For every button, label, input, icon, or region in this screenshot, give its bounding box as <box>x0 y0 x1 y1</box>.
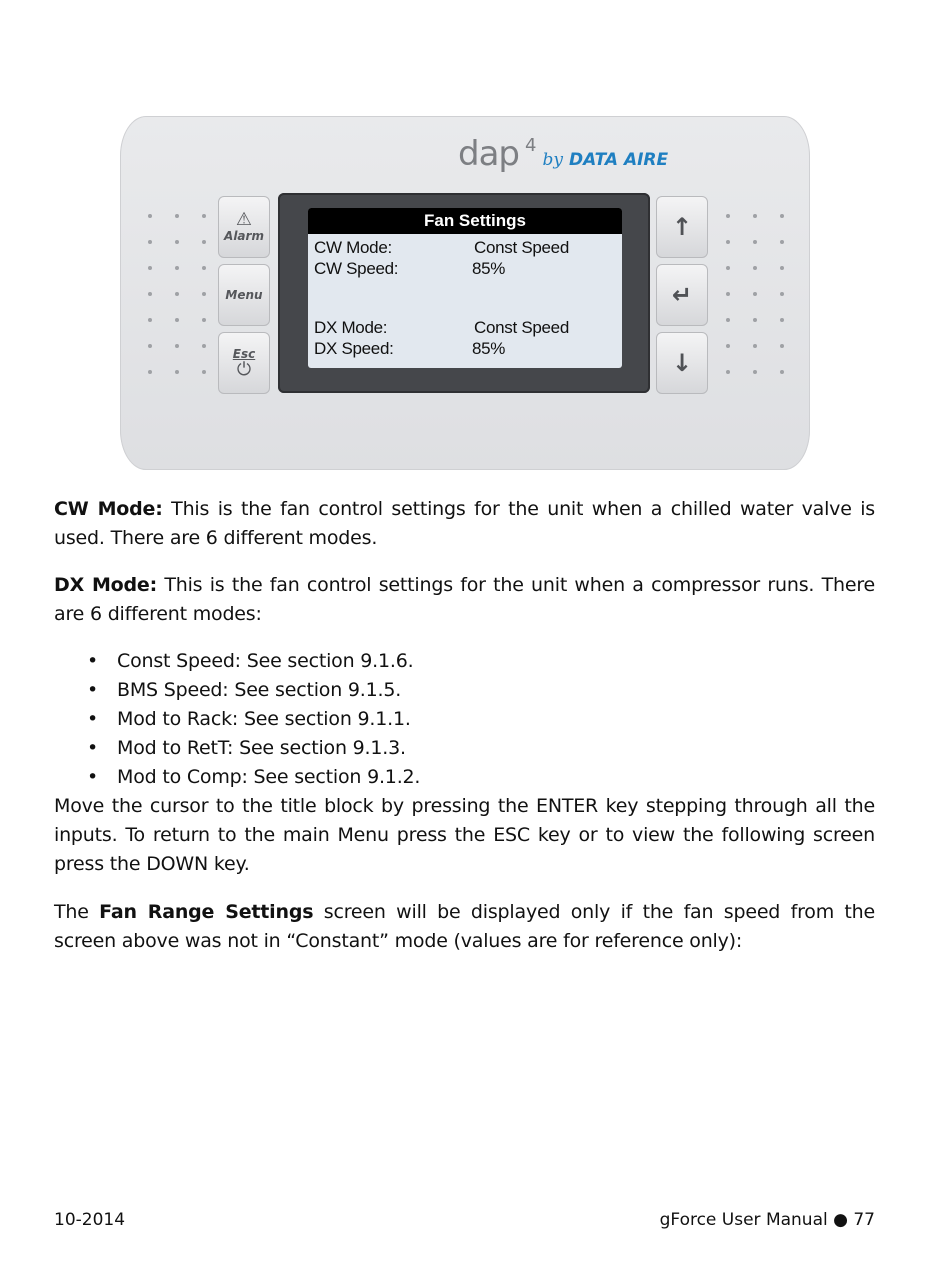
speaker-dot <box>175 370 179 374</box>
brand-by: by <box>542 150 563 170</box>
speaker-dot <box>202 214 206 218</box>
cursor-instructions-paragraph: Move the cursor to the title block by pressing the ENTER key stepping through all the inputs. To return to the main Menu press the ESC key or to view the following screen press the DOWN key. <box>54 795 875 875</box>
cw-mode-paragraph <box>54 495 875 553</box>
speaker-dot <box>753 214 757 218</box>
brand-logo <box>458 134 668 174</box>
fan-range-paragraph: The Fan Range Settings screen will be displayed only if the fan speed from the screen above was not in “Constant” mode (values are for reference only): <box>54 901 876 952</box>
enter-arrow-icon: ↵ <box>671 281 693 309</box>
cw-speed-value[interactable]: 85% <box>472 259 506 278</box>
speaker-dot <box>148 240 152 244</box>
cw-speed-label: CW Speed: <box>314 259 399 278</box>
speaker-dot <box>148 292 152 296</box>
down-button[interactable] <box>656 332 708 394</box>
cw-mode-description: This is the fan control settings for the unit when a chilled water valve is used. There are 6 different modes. <box>54 498 876 549</box>
speaker-dot <box>753 292 757 296</box>
dx-mode-term: DX Mode: <box>54 574 157 596</box>
arrow-down-icon: ↓ <box>671 349 693 377</box>
speaker-dot <box>780 292 784 296</box>
alarm-label: Alarm <box>224 229 264 243</box>
speaker-dot <box>780 266 784 270</box>
speaker-dot <box>753 318 757 322</box>
speaker-dot <box>726 266 730 270</box>
speaker-dot <box>148 370 152 374</box>
speaker-dot <box>202 292 206 296</box>
speaker-dot <box>202 240 206 244</box>
speaker-dot <box>148 214 152 218</box>
power-icon: ⏻ <box>236 359 252 380</box>
left-key-column <box>218 196 270 394</box>
cw-mode-label: CW Mode: <box>314 238 392 257</box>
dx-speed-label: DX Speed: <box>314 339 394 358</box>
dx-speed-value[interactable]: 85% <box>472 339 506 358</box>
dx-speed-row <box>314 339 505 359</box>
speaker-dot <box>148 318 152 322</box>
footer-page-info: gForce User Manual ● 77 <box>659 1210 875 1230</box>
speaker-dot <box>780 344 784 348</box>
list-item: • Const Speed: See section 9.1.6. <box>87 650 414 672</box>
footer-date: 10-2014 <box>54 1210 126 1230</box>
brand-name: DATA AIRE <box>568 150 669 170</box>
speaker-dot <box>175 214 179 218</box>
speaker-dot <box>175 292 179 296</box>
dx-mode-row <box>314 318 569 338</box>
menu-label: Menu <box>225 288 263 302</box>
cw-speed-row <box>314 259 505 279</box>
fan-range-term: Fan Range Settings <box>99 901 314 923</box>
brand-model: dap <box>458 134 519 174</box>
speaker-dot <box>175 344 179 348</box>
speaker-dot <box>726 344 730 348</box>
esc-button[interactable] <box>218 332 270 394</box>
speaker-dot <box>726 370 730 374</box>
enter-button[interactable] <box>656 264 708 326</box>
controller-panel <box>120 116 810 470</box>
speaker-dot <box>148 266 152 270</box>
speaker-dot <box>202 344 206 348</box>
arrow-up-icon: ↑ <box>671 213 693 241</box>
up-button[interactable] <box>656 196 708 258</box>
esc-label: Esc <box>232 347 256 361</box>
speaker-dots-left <box>144 210 208 390</box>
speaker-dot <box>753 370 757 374</box>
speaker-dot <box>148 344 152 348</box>
speaker-dot <box>202 318 206 322</box>
speaker-dot <box>175 240 179 244</box>
alarm-button[interactable] <box>218 196 270 258</box>
speaker-dot <box>175 266 179 270</box>
speaker-dot <box>753 344 757 348</box>
speaker-dot <box>202 370 206 374</box>
speaker-dot <box>780 214 784 218</box>
speaker-dot <box>780 240 784 244</box>
speaker-dot <box>726 292 730 296</box>
cw-mode-term: CW Mode: <box>54 498 163 520</box>
speaker-dot <box>753 266 757 270</box>
speaker-dot <box>780 318 784 322</box>
speaker-dots-right <box>722 210 786 390</box>
list-item: • Mod to RetT: See section 9.1.3. <box>87 737 406 759</box>
speaker-dot <box>726 318 730 322</box>
speaker-dot <box>780 370 784 374</box>
alarm-warning-icon: ⚠ <box>235 209 253 230</box>
dx-mode-description: This is the fan control settings for the unit when a compressor runs. There are 6 different modes: <box>54 574 876 625</box>
list-item: • Mod to Comp: See section 9.1.2. <box>87 766 421 788</box>
right-key-column <box>656 196 708 394</box>
mode-list <box>54 647 875 792</box>
list-item: • BMS Speed: See section 9.1.5. <box>87 679 402 701</box>
list-item: • Mod to Rack: See section 9.1.1. <box>87 708 411 730</box>
speaker-dot <box>175 318 179 322</box>
brand-superscript: 4 <box>525 135 537 156</box>
screen-title: Fan Settings <box>308 208 622 234</box>
cw-mode-row <box>314 238 569 258</box>
fan-range-description: screen will be displayed only if the fan speed from the screen above was not in “Constant” mode (values are for reference only): <box>54 901 876 952</box>
dx-mode-label: DX Mode: <box>314 318 388 337</box>
lcd-screen <box>308 208 622 368</box>
dx-mode-paragraph <box>54 571 875 629</box>
speaker-dot <box>726 240 730 244</box>
dx-mode-value[interactable]: Const Speed <box>474 318 569 337</box>
speaker-dot <box>202 266 206 270</box>
cw-mode-value[interactable]: Const Speed <box>474 238 569 257</box>
menu-button[interactable] <box>218 264 270 326</box>
speaker-dot <box>726 214 730 218</box>
speaker-dot <box>753 240 757 244</box>
